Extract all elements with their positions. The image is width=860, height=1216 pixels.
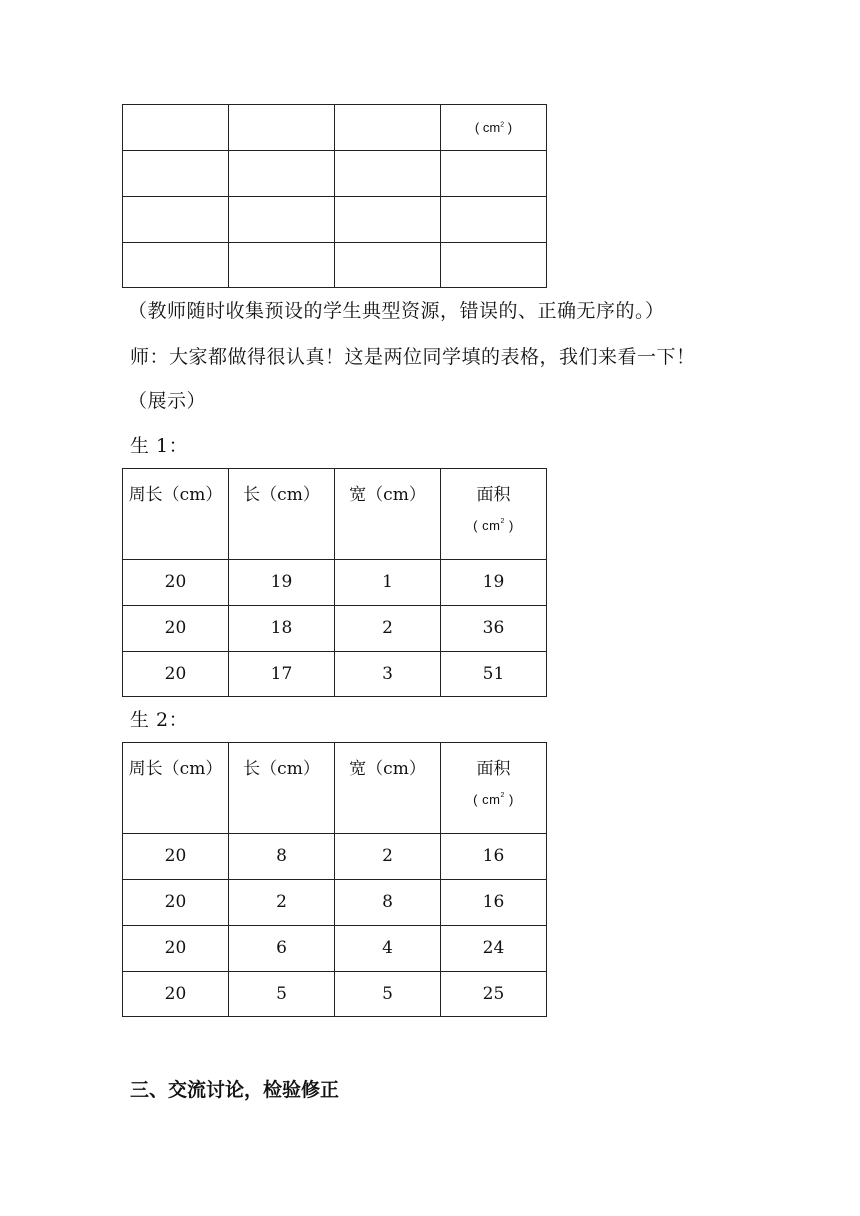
- header-length: 长（cm）: [229, 743, 335, 834]
- table-cell: [441, 151, 547, 197]
- table-cell: [335, 105, 441, 151]
- cell-area: 16: [441, 880, 547, 926]
- table-cell: [123, 243, 229, 288]
- cell-length: 18: [229, 606, 335, 652]
- table-cell: [335, 151, 441, 197]
- cell-width: 2: [335, 834, 441, 880]
- cell-area: 51: [441, 652, 547, 697]
- student-1-table: [122, 468, 547, 697]
- header-length: 长（cm）: [229, 469, 335, 560]
- table-cell: [229, 105, 335, 151]
- table-row: [123, 105, 547, 151]
- cell-area: 19: [441, 560, 547, 606]
- table-row: [123, 834, 547, 880]
- header-area: 面积 ( $cm^2$ ): [441, 469, 547, 560]
- cell-perimeter: 20: [123, 926, 229, 972]
- header-area: 面积 ( $cm^2$ ): [441, 743, 547, 834]
- cell-area: 24: [441, 926, 547, 972]
- teacher-note: （教师随时收集预设的学生典型资源，错误的、正确无序的。）: [128, 300, 665, 322]
- area-unit-exponent: 2: [500, 121, 505, 129]
- table-cell: [441, 197, 547, 243]
- section-heading: 三、交流讨论，检验修正: [130, 1079, 340, 1101]
- table-cell: [335, 197, 441, 243]
- table-row: [123, 652, 547, 697]
- cell-length: 2: [229, 880, 335, 926]
- area-unit-cell: ( $cm^2$ ): [441, 105, 547, 151]
- table-cell: [123, 197, 229, 243]
- cell-perimeter: 20: [123, 880, 229, 926]
- cell-width: 1: [335, 560, 441, 606]
- cell-length: 17: [229, 652, 335, 697]
- cell-width: 4: [335, 926, 441, 972]
- header-width: 宽（cm）: [335, 469, 441, 560]
- cell-perimeter: 20: [123, 972, 229, 1017]
- student-2-label: 生 2：: [130, 709, 189, 731]
- table-row: [123, 560, 547, 606]
- cell-perimeter: 20: [123, 560, 229, 606]
- teacher-remark: 师：大家都做得很认真！这是两位同学填的表格，我们来看一下！: [130, 346, 696, 368]
- area-unit: ( $cm^2$ ): [473, 518, 514, 533]
- cell-perimeter: 20: [123, 606, 229, 652]
- cell-area: 36: [441, 606, 547, 652]
- table-cell: [123, 151, 229, 197]
- table-cell: [229, 197, 335, 243]
- area-unit: cm: [482, 120, 501, 135]
- table-row: [123, 926, 547, 972]
- display-note: （展示）: [128, 390, 207, 412]
- table-cell: [335, 243, 441, 288]
- header-perimeter: 周长（cm）: [123, 469, 229, 560]
- table-header-row: [123, 743, 547, 834]
- cell-width: 3: [335, 652, 441, 697]
- header-perimeter: 周长（cm）: [123, 743, 229, 834]
- cell-area: 25: [441, 972, 547, 1017]
- student-1-label: 生 1：: [130, 435, 189, 457]
- table-row: [123, 606, 547, 652]
- cell-perimeter: 20: [123, 652, 229, 697]
- table-cell: [441, 243, 547, 288]
- cell-area: 16: [441, 834, 547, 880]
- table-cell: [229, 243, 335, 288]
- table-cell: [123, 105, 229, 151]
- cell-perimeter: 20: [123, 834, 229, 880]
- cell-length: 8: [229, 834, 335, 880]
- table-row: [123, 197, 547, 243]
- table-row: [123, 151, 547, 197]
- table-cell: [229, 151, 335, 197]
- student-2-table: [122, 742, 547, 1017]
- cell-width: 8: [335, 880, 441, 926]
- cell-length: 5: [229, 972, 335, 1017]
- blank-table-continuation: [122, 104, 547, 288]
- header-width: 宽（cm）: [335, 743, 441, 834]
- table-header-row: [123, 469, 547, 560]
- table-row: [123, 880, 547, 926]
- cell-width: 2: [335, 606, 441, 652]
- table-row: [123, 243, 547, 288]
- cell-length: 6: [229, 926, 335, 972]
- table-row: [123, 972, 547, 1017]
- area-unit: ( $cm^2$ ): [473, 792, 514, 807]
- cell-length: 19: [229, 560, 335, 606]
- cell-width: 5: [335, 972, 441, 1017]
